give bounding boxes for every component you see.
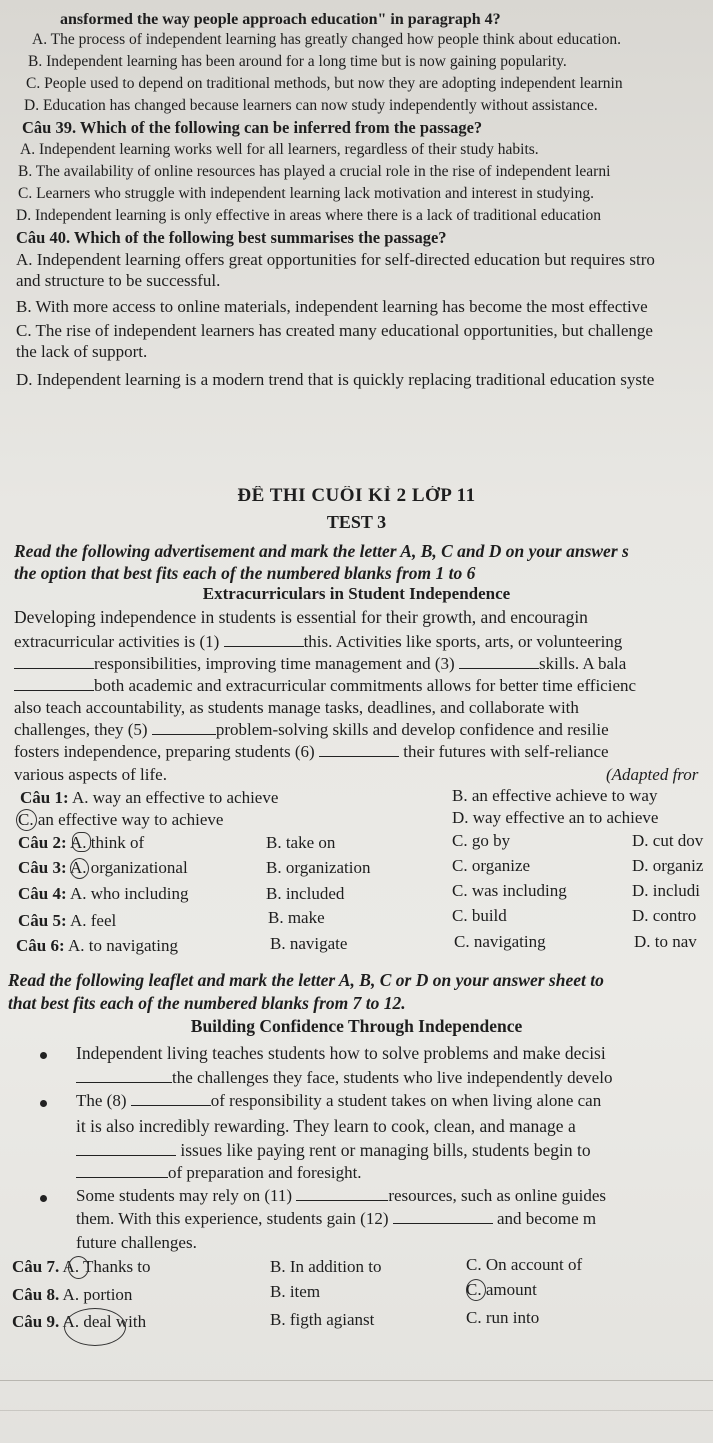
q39-stem: Câu 39. Which of the following can be inferred from the passage?	[22, 118, 483, 137]
q7-label-and-a: Câu 7. A. Thanks to	[12, 1257, 151, 1276]
blank-6	[319, 742, 399, 757]
answer-circle-q7	[68, 1256, 89, 1279]
page-edge-line	[0, 1410, 713, 1411]
q7-option-b: B. In addition to	[270, 1257, 382, 1276]
q1-option-b: B. an effective achieve to way	[452, 786, 658, 805]
answer-circle-q1	[16, 809, 37, 831]
question-stem-tail: ansformed the way people approach education" in paragraph 4?	[60, 11, 501, 28]
q4-option-d: D. includi	[632, 881, 700, 900]
q5-option-d: D. contro	[632, 906, 697, 925]
bullet-dot	[40, 1195, 47, 1202]
passage-line-8: various aspects of life.	[14, 765, 167, 784]
q6-label-and-a: Câu 6: A. to navigating	[16, 936, 178, 955]
q4-label-and-a: Câu 4: A. who including	[18, 884, 189, 903]
q8-label-and-a: Câu 8. A. portion	[12, 1285, 133, 1304]
blank-2	[14, 654, 94, 669]
answer-circle-q9	[64, 1308, 126, 1346]
q1-option-d: D. way effective an to achieve	[452, 808, 659, 827]
q38-option-a: A. The process of independent learning has greatly changed how people think about education.	[32, 31, 621, 48]
leaflet-bullet2-line1: The (8) of responsibility a student takes on when living alone can	[76, 1091, 602, 1110]
blank-7	[76, 1068, 172, 1083]
q3-option-d: D. organiz	[632, 856, 704, 875]
leaflet-bullet1-line1: Independent living teaches students how to solve problems and make decisi	[76, 1043, 606, 1063]
q8-option-b: B. item	[270, 1282, 321, 1301]
q40-option-a-line2: and structure to be successful.	[16, 271, 221, 290]
leaflet-bullet1-line2: the challenges they face, students who live independently develo	[76, 1068, 713, 1088]
q3-option-b: B. organization	[266, 858, 371, 877]
blank-3	[459, 654, 539, 669]
q6-option-b: B. navigate	[270, 934, 348, 953]
q4-option-c: C. was including	[452, 881, 567, 900]
leaflet-bullet3-line3: future challenges.	[76, 1233, 197, 1252]
answer-circle-q2	[72, 832, 91, 852]
part1-instruction-line1: Read the following advertisement and mark the letter A, B, C and D on your answer s	[14, 541, 629, 561]
passage-line-4: both academic and extracurricular commitments allows for better time efficienc	[14, 676, 713, 696]
q38-option-d: D. Education has changed because learners can now study independently without assistance.	[24, 97, 598, 114]
q6-option-c: C. navigating	[454, 932, 546, 951]
leaflet-bullet2-line2: it is also incredibly rewarding. They learn to cook, clean, and manage a	[76, 1116, 576, 1136]
blank-4	[14, 676, 94, 691]
q39-option-b: B. The availability of online resources has played a crucial role in the rise of independent learni	[18, 163, 611, 180]
leaflet-bullet2-line3: issues like paying rent or managing bills, students begin to	[76, 1140, 713, 1160]
blank-8	[131, 1091, 211, 1106]
part2-instruction-line2: that best fits each of the numbered blanks from 7 to 12.	[8, 993, 406, 1013]
bullet-dot	[40, 1100, 47, 1107]
q40-option-a-line1: A. Independent learning offers great opportunities for self-directed education but requires stro	[16, 250, 655, 269]
page-edge-line	[0, 1380, 713, 1381]
q39-option-a: A. Independent learning works well for all learners, regardless of their study habits.	[20, 141, 539, 158]
q7-option-c: C. On account of	[466, 1255, 583, 1274]
leaflet-bullet3-line2: them. With this experience, students gain (12) and become m	[76, 1209, 597, 1228]
q5-option-b: B. make	[268, 908, 325, 927]
q2-option-b: B. take on	[266, 833, 336, 852]
q39-option-d: D. Independent learning is only effective in areas where there is a lack of traditional education	[16, 207, 602, 224]
blank-5	[152, 720, 216, 735]
passage-line-3: responsibilities, improving time management and (3) skills. A bala	[14, 654, 713, 674]
leaflet-bullet3-line1: Some students may rely on (11) resources, such as online guides	[76, 1186, 606, 1205]
passage-line-1: Developing independence in students is essential for their growth, and encouragin	[14, 607, 588, 627]
q40-option-c-line1: C. The rise of independent learners has created many educational opportunities, but challenge	[16, 321, 653, 340]
answer-circle-q3	[70, 858, 89, 879]
q39-option-c: C. Learners who struggle with independent learning lack motivation and interest in studying.	[18, 185, 594, 202]
q9-label-and-a: Câu 9. A. deal with	[12, 1312, 147, 1331]
part1-instruction-line2: the option that best fits each of the numbered blanks from 1 to 6	[14, 563, 476, 583]
exam-title: ĐỀ THI CUỐI KÌ 2 LỚP 11	[237, 486, 476, 506]
passage-line-7: fosters independence, preparing students (6) their futures with self-reliance	[14, 742, 609, 761]
blank-11	[296, 1186, 388, 1201]
q38-option-b: B. Independent learning has been around for a long time but is now gaining popularity.	[28, 53, 567, 70]
q2-option-c: C. go by	[452, 831, 511, 850]
q1-label-and-a: Câu 1: A. way an effective to achieve	[20, 788, 279, 807]
answer-circle-q8	[466, 1279, 486, 1301]
leaflet-bullet2-line4: of preparation and foresight.	[76, 1163, 713, 1183]
q40-option-b: B. With more access to online materials, independent learning has become the most effective	[16, 297, 648, 316]
q6-option-d: D. to nav	[634, 932, 697, 951]
q40-stem: Câu 40. Which of the following best summarises the passage?	[16, 228, 447, 247]
source-note: (Adapted fror	[606, 765, 699, 784]
q9-option-b: B. figth agianst	[270, 1310, 375, 1329]
q38-option-c: C. People used to depend on traditional methods, but now they are adopting independent learnin	[26, 75, 623, 92]
q40-option-c-line2: the lack of support.	[16, 342, 148, 361]
passage-line-5: also teach accountability, as students manage tasks, deadlines, and collaborate with	[14, 698, 579, 717]
q9-option-c: C. run into	[466, 1308, 540, 1327]
q1-option-c: C. an effective way to achieve	[18, 810, 224, 829]
q3-label-and-a: Câu 3: A. organizational	[18, 858, 188, 877]
blank-12	[393, 1209, 493, 1224]
advertisement-title: Extracurriculars in Student Independence	[202, 584, 511, 603]
leaflet-title: Building Confidence Through Independence	[190, 1016, 523, 1036]
q2-label-and-a: Câu 2: A. think of	[18, 833, 145, 852]
bullet-dot	[40, 1052, 47, 1059]
q3-option-c: C. organize	[452, 856, 531, 875]
passage-line-2: extracurricular activities is (1) this. Activities like sports, arts, or volunteering	[14, 632, 623, 651]
q2-option-d: D. cut dov	[632, 831, 704, 850]
q5-option-c: C. build	[452, 906, 507, 925]
q8-option-c: C. amount	[466, 1280, 537, 1299]
test-number: TEST 3	[326, 512, 387, 532]
q4-option-b: B. included	[266, 884, 345, 903]
blank-10	[76, 1163, 168, 1178]
blank-1	[224, 632, 304, 647]
passage-line-6: challenges, they (5) problem-solving skills and develop confidence and resilie	[14, 720, 609, 739]
part2-instruction-line1: Read the following leaflet and mark the letter A, B, C or D on your answer sheet to	[8, 970, 604, 990]
blank-9	[76, 1141, 176, 1156]
q5-label-and-a: Câu 5: A. feel	[18, 911, 117, 930]
q40-option-d: D. Independent learning is a modern trend that is quickly replacing traditional education syste	[16, 370, 655, 389]
